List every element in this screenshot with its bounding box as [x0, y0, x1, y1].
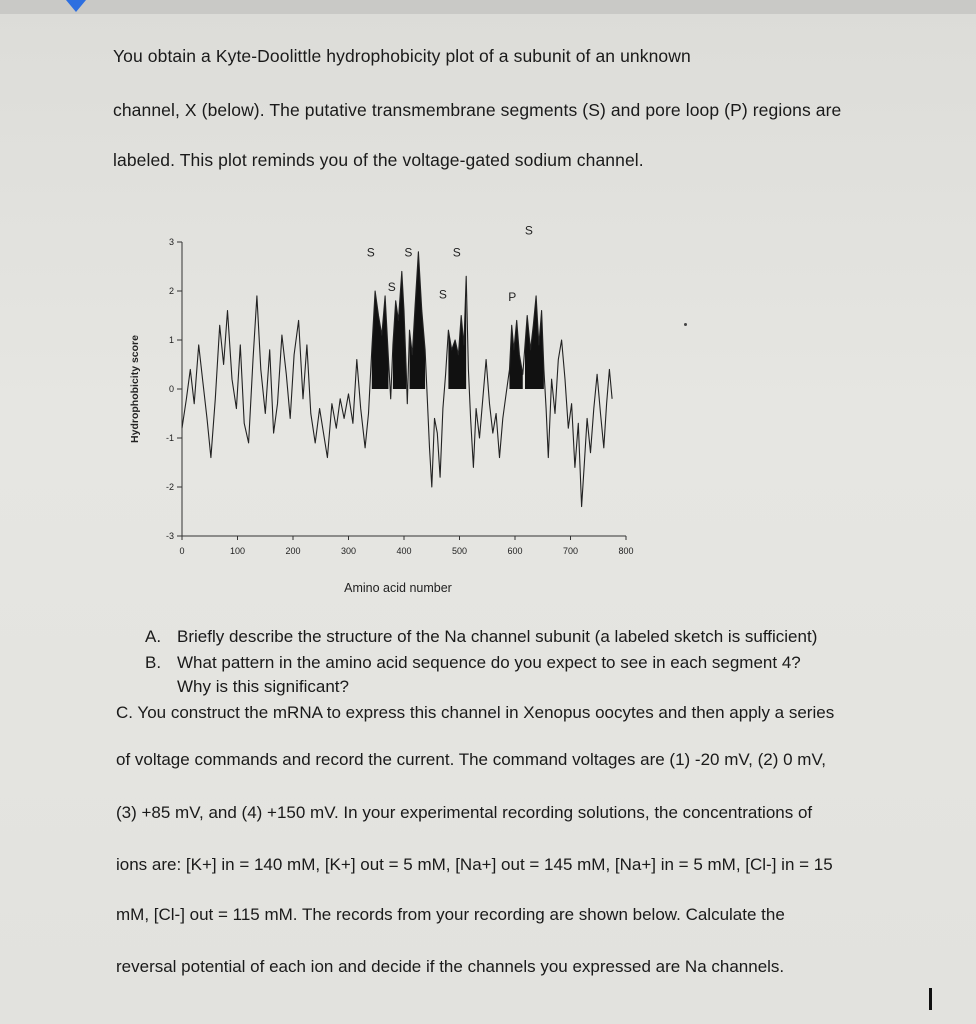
y-tick-label: 2 — [168, 286, 174, 296]
transmembrane-shade — [448, 276, 466, 389]
x-tick-label: 400 — [396, 546, 412, 556]
segment-label: S — [524, 223, 533, 238]
hydrophobicity-figure — [120, 210, 680, 610]
hydrophobicity-chart — [120, 210, 680, 610]
segment-label: S — [387, 280, 396, 294]
x-tick-label: 300 — [340, 546, 357, 556]
segment-label: S — [404, 245, 413, 260]
segment-label: S — [452, 245, 461, 260]
x-tick-label: 800 — [618, 546, 634, 556]
y-tick-label: -2 — [165, 482, 174, 492]
stray-dot — [684, 323, 687, 326]
x-tick-label: 600 — [507, 546, 523, 556]
top-strip — [0, 0, 976, 14]
y-tick-label: -3 — [165, 531, 174, 541]
x-tick-label: 200 — [285, 546, 301, 556]
x-tick-label: 500 — [451, 546, 468, 556]
question-b-text: What pattern in the amino acid sequence do you expect to see in each segment 4? — [177, 653, 801, 672]
intro-line-3: labeled. This plot reminds you of the voltage-gated sodium channel. — [113, 150, 644, 170]
x-tick-label: 700 — [562, 546, 579, 556]
x-tick-label: 100 — [229, 546, 246, 556]
tab-marker-icon — [66, 0, 86, 12]
question-c-line-2: of voltage commands and record the current. The command voltages are (1) -20 mV, (2) 0 mV, — [116, 750, 826, 769]
y-axis-title: Hydrophobicity score — [129, 335, 141, 443]
question-b-text-2: Why is this significant? — [177, 677, 349, 696]
y-tick-label: -1 — [165, 433, 174, 443]
segment-label: S — [366, 245, 375, 260]
question-c-line-6: reversal potential of each ion and decide if the channels you expressed are Na channels. — [116, 957, 785, 976]
question-c-line-5: mM, [Cl-] out = 115 mM. The records from your recording are shown below. Calculate the — [116, 905, 785, 924]
question-c-line-3: (3) +85 mV, and (4) +150 mV. In your experimental recording solutions, the concentrations of — [116, 803, 813, 822]
question-c-line-1: C. You construct the mRNA to express this channel in Xenopus oocytes and then apply a series — [116, 703, 835, 722]
segment-label: P — [508, 289, 517, 304]
x-tick-label: 0 — [179, 546, 185, 556]
y-tick-label: 3 — [168, 237, 174, 247]
x-axis-title: Amino acid number — [344, 581, 452, 595]
text-cursor — [929, 988, 932, 1010]
intro-line-2: channel, X (below). The putative transmembrane segments (S) and pore loop (P) regions are — [113, 100, 842, 120]
y-tick-label: 0 — [168, 384, 174, 394]
segment-label: S — [438, 287, 447, 302]
y-tick-label: 1 — [168, 335, 174, 345]
question-b-marker: B. — [145, 653, 162, 672]
question-a-marker: A. — [145, 627, 162, 646]
intro-line-1: You obtain a Kyte-Doolittle hydrophobicity plot of a subunit of an unknown — [113, 46, 691, 66]
question-a-text: Briefly describe the structure of the Na channel subunit (a labeled sketch is sufficient) — [177, 627, 818, 646]
question-c-line-4: ions are: [K+] in = 140 mM, [K+] out = 5 mM, [Na+] out = 145 mM, [Na+] in = 5 mM, [Cl-] in = 15 — [116, 855, 833, 874]
